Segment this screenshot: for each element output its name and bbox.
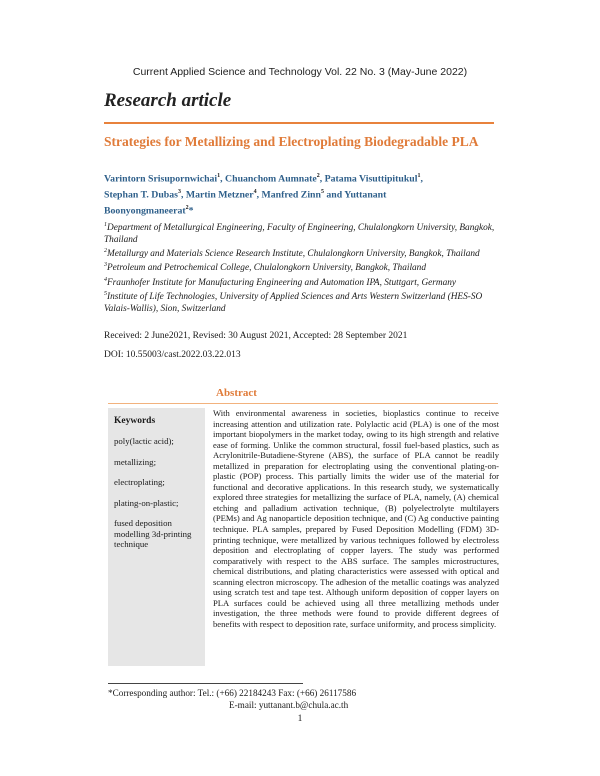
affiliation-text: Department of Metallurgical Engineering, Faculty of Engineering, Chulalongkorn University, Bangkok, Thailand (104, 223, 495, 245)
affiliation-marker: 1 (417, 173, 421, 179)
author-separator: , (420, 173, 423, 185)
keyword-item: metallizing; (114, 456, 157, 467)
affiliation-item (104, 220, 500, 246)
doi-link[interactable]: DOI: 10.55003/cast.2022.03.22.013 (104, 350, 241, 360)
author-name: Varintorn Srisupornwichai (104, 173, 218, 185)
keywords-heading: Keywords (114, 416, 156, 426)
author-name: , Martin Metzner (180, 189, 254, 201)
abstract-divider (108, 403, 498, 404)
title-divider (104, 122, 494, 124)
keyword-item: poly(lactic acid); (114, 436, 174, 446)
affiliation-item (104, 246, 500, 261)
affiliation-number: 4 (104, 276, 107, 283)
author-name: Boonyongmaneerat (104, 204, 186, 216)
document-type: Research article (104, 90, 232, 111)
keyword-item: fused deposition modelling 3d-printing technique (114, 518, 192, 549)
author-name: , Patama Visuttipitukul (319, 173, 418, 185)
keyword-item: plating-on-plastic; (114, 497, 179, 508)
affiliation-text: Petroleum and Petrochemical College, Chulalongkorn University, Bangkok, Thailand (107, 263, 426, 274)
affiliation-number: 3 (104, 262, 107, 269)
paper-title: Strategies for Metallizing and Electroplating Biodegradable PLA (104, 134, 479, 149)
affiliation-number: 5 (104, 291, 107, 298)
page-number: 1 (297, 714, 303, 724)
keyword-list (114, 436, 202, 560)
affiliation-number: 1 (104, 222, 107, 228)
affiliation-number: 2 (104, 247, 107, 254)
corresponding-marker: * (188, 204, 194, 216)
affiliation-list (104, 220, 500, 315)
author-email[interactable]: E-mail: yuttanant.b@chula.ac.th (229, 700, 349, 710)
affiliation-marker: 3 (177, 188, 181, 195)
affiliation-text: Fraunhofer Institute for Manufacturing Engineering and Automation IPA, Stuttgart, Germany (107, 278, 457, 288)
author-name: Stephan T. Dubas (104, 189, 178, 201)
affiliation-marker: 2 (316, 173, 320, 179)
abstract-heading: Abstract (216, 387, 257, 399)
author-list (104, 170, 496, 217)
affiliation-text: Institute of Life Technologies, University of Applied Sciences and Arts Western Switzerland (HES-SO Valais-Wallis), Sion, Switzerland (104, 292, 483, 314)
corresponding-author: *Corresponding author: Tel.: (+66) 22184243 Fax: (+66) 26117586 (108, 688, 357, 698)
affiliation-marker: 2 (185, 204, 189, 211)
affiliation-text: Metallurgy and Materials Science Research Institute, Chulalongkorn University, Bangkok, Thailand (107, 249, 480, 259)
affiliation-marker: 4 (253, 188, 257, 195)
affiliation-marker: 1 (217, 173, 221, 179)
footnote-divider (108, 683, 303, 684)
affiliation-item (104, 260, 500, 275)
abstract-body: With environmental awareness in societies, bioplastics continue to receive increasing attention and utilization rate. Polylactic acid (PLA) is one of the most important biopolymers in the market today, owing to its high strength and relative ease of forming. Unlike the common structural, fossil fuel-based plastics, such as Acrylonitrile-Butadiene-Styrene (ABS), the surface of PLA cannot be readily metallized in preparation for electroplating using the conventional plating-on-plastic (POP) process. This partially limits the wider use of the material for functional and decorative applications. In this research study, we systematically explored three strategies for metallizing the surface of PLA, namely, (A) chemical etching and palladium activation technique, (B) polyelectrolyte multilayers (PEMs) and Ag nanoparticle deposition technique, and (C) Ag conductive painting technique. PLA samples, prepared by Fused Deposition Modelling (FDM) 3D-printing technique, were metallized by various techniques followed by electroless deposition and electroplating of copper layers. The study was performed comparatively with respect to the ABS surface. The samples microstructures, chemical distributions, and plating characteristics were assessed with optical and scanning electron microscopy. The adhesion of the metallic coatings was analyzed using scratch test and tape test. Although uniform deposition of copper layers on PLA surfaces could be achieved using all three metallizing methods under investigation, the three methods were found to provide different degrees of benefits with respect to deposition rate, surface uniformity, and process simplicity. (213, 408, 499, 629)
affiliation-item (104, 275, 500, 290)
author-name: , Manfred Zinn (256, 189, 321, 201)
affiliation-item (104, 289, 500, 315)
author-name: , Chuanchom Aumnate (220, 173, 317, 185)
affiliation-marker: 5 (320, 188, 324, 195)
author-name: and Yuttanant (323, 189, 387, 201)
journal-header: Current Applied Science and Technology Vol. 22 No. 3 (May-June 2022) (132, 66, 468, 78)
keyword-item: electroplating; (114, 477, 165, 487)
submission-dates: Received: 2 June2021, Revised: 30 August 2021, Accepted: 28 September 2021 (104, 331, 408, 341)
